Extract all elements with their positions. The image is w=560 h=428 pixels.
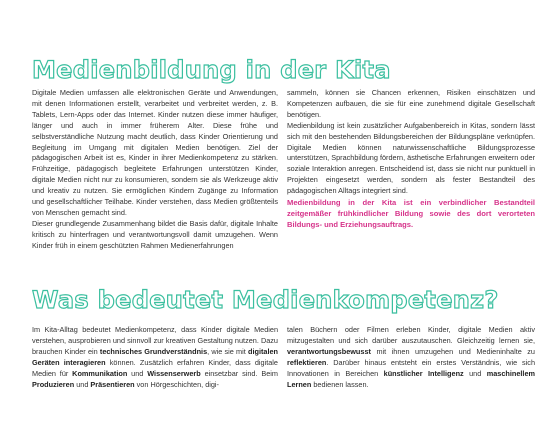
text: und bbox=[127, 368, 148, 378]
keyword: Kommunikation bbox=[72, 368, 128, 378]
keyword: technisches Grundverständnis bbox=[99, 346, 208, 356]
keyword: verantwortungsbewusst bbox=[287, 346, 371, 356]
paragraph: Dieser grundlegende Zusammenhang bildet die Basis dafür, digitale Inhalte kritisch zu hinterfragen und verantwortungsvoll damit umzugehen. Wenn Kinder früh in einem geschützten Rahmen Medienerfahrungen bbox=[32, 218, 278, 250]
text: , wie sie mit bbox=[207, 346, 248, 356]
pullquote: Medienbildung in der Kita ist ein verbindlicher Bestandteil zeitgemäßer frühkindlicher Bildung sowie des dort verorteten Bildungs- und Erziehungsauftrags. bbox=[287, 198, 535, 230]
text: und bbox=[74, 379, 91, 389]
section1-column-left bbox=[32, 88, 278, 252]
text: . Darüber hinaus entsteht ein erstes Verständnis, wie sich Innovationen in Bereichen bbox=[287, 357, 535, 378]
section2-column-left bbox=[32, 325, 278, 390]
text: und bbox=[463, 368, 487, 378]
keyword: maschinellem Lernen bbox=[287, 368, 535, 389]
keyword: digitalen Geräten interagieren bbox=[32, 346, 278, 367]
paragraph: Digitale Medien umfassen alle elektronischen Geräte und Anwendungen, mit denen Informationen erstellt, verarbeitet und verbreitet werden, z. B. Tablets, Lern-Apps oder das Internet. Kinder nutzen diese immer häufiger, länger und auch in immer früherem Alter. Diese frühe und selbstverständliche Nutzung macht deutlich, dass Kinder Orientierung und Begleitung im Umgang mit digitalen Medien benötigen. Ziel der pädagogischen Arbeit ist es, Kinder in ihrer Medienkompetenz zu stärken. Frühzeitige, pädagogisch begleitete Erfahrungen unterstützen Kinder, digitale Medien nicht nur zu konsumieren, sondern sie als Werkzeuge aktiv und kreativ zu nutzen. Sie ermöglichen Kindern Zugänge zu Information und gesellschaftlicher Teilhabe. Kinder verstehen, dass Medien größtenteils von Menschen gemacht sind. bbox=[32, 88, 278, 217]
keyword: reflektieren bbox=[287, 357, 327, 367]
section2-column-right bbox=[287, 325, 535, 390]
text: einsetzbar sind. Beim bbox=[200, 368, 278, 378]
keyword: Präsentieren bbox=[90, 379, 135, 389]
text: können. Zusätzlich erfahren Kinder, dass digitale Medien für bbox=[32, 357, 278, 378]
text: bedienen lassen. bbox=[311, 379, 369, 389]
keyword: Wissenserwerb bbox=[147, 368, 201, 378]
text: talen Büchern oder Filmen erleben Kinder, digitale Medien aktiv mitzugestalten und sich darüber auszutauschen. Gleichzeitig lernen sie, bbox=[287, 325, 535, 345]
heading-medienkompetenz: Was bedeutet Medienkompetenz? bbox=[32, 286, 499, 314]
heading-medienbildung: Medienbildung in der Kita bbox=[32, 56, 391, 84]
keyword: Produzieren bbox=[32, 379, 75, 389]
keyword: künstlicher Intelligenz bbox=[383, 368, 464, 378]
paragraph: Medienbildung ist kein zusätzlicher Aufgabenbereich in Kitas, sondern lässt sich mit den bestehenden Bildungsbereichen der Bildungspläne verknüpfen. Digitale Medien können naturwissenschaftliche Bildungsprozesse unterstützen, Sprachbildung fördern, ästhetische Erfahrungen erweitern oder soziale Interaktion anregen. Entscheidend ist, dass sie nicht nur punktuell in Projekten eingesetzt werden, sondern als fester Bestandteil des pädagogischen Alltags integriert sind. bbox=[287, 120, 535, 196]
text: mit ihnen umzugehen und Medieninhalte zu bbox=[370, 346, 535, 356]
section1-column-right bbox=[287, 88, 535, 230]
text: Im Kita-Alltag bedeutet Medienkompetenz, dass Kinder digitale Medien verstehen, ausprobieren und sinnvoll zur kreativen Gestaltung nutzen. Dazu brauchen Kinder ein bbox=[32, 325, 278, 356]
paragraph bbox=[32, 325, 278, 390]
paragraph: sammeln, können sie Chancen erkennen, Risiken einschätzen und Kompetenzen aufbauen, die sie für eine zunehmend digitale Gesellschaft benötigen. bbox=[287, 88, 535, 119]
text: von Hörgeschichten, digi- bbox=[134, 379, 219, 389]
paragraph bbox=[287, 325, 535, 390]
